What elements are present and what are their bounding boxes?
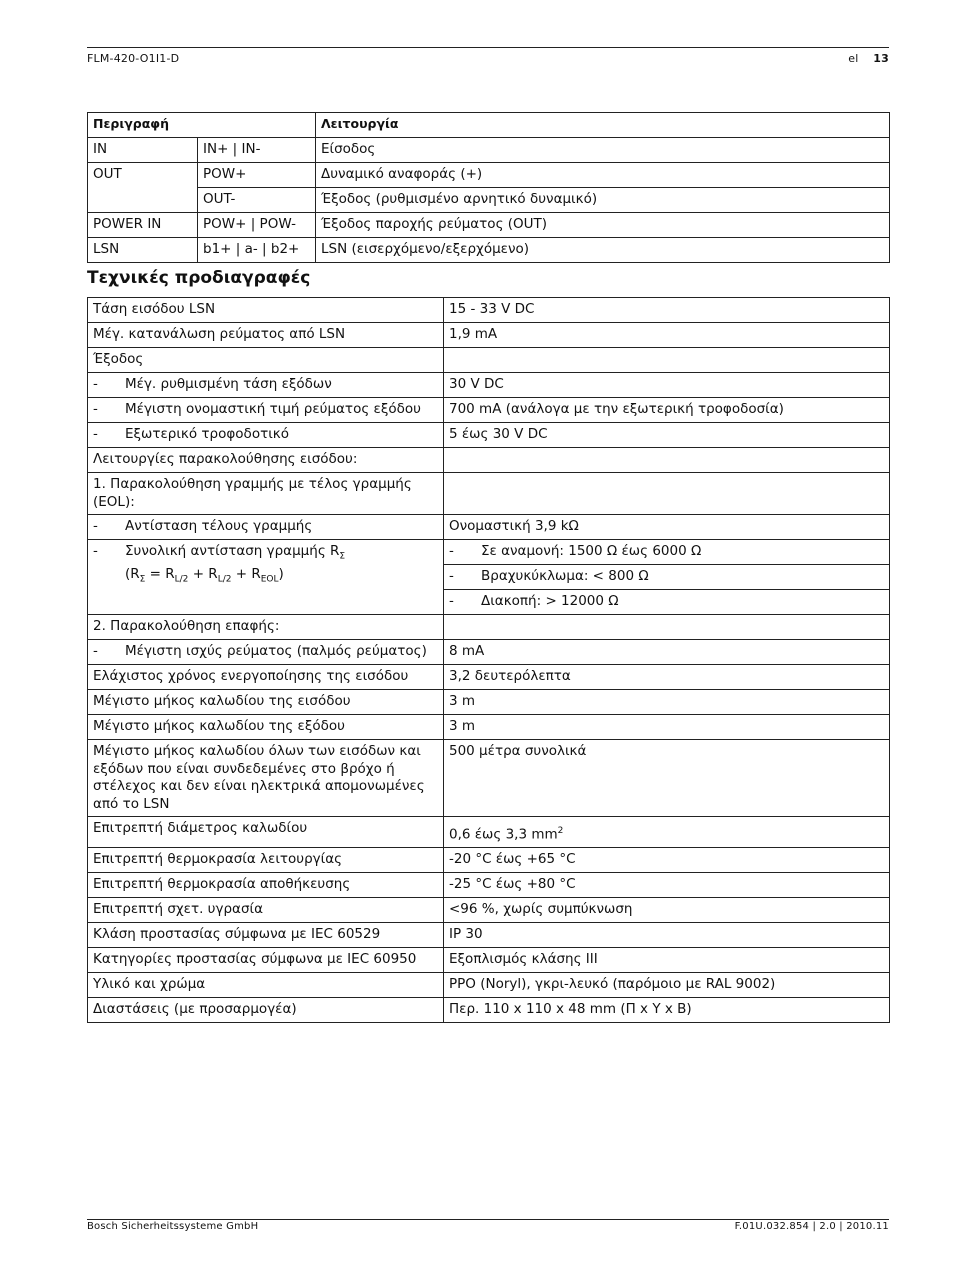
spec-value <box>444 565 889 590</box>
spec-value: 5 έως 30 V DC <box>444 423 890 448</box>
spec-row <box>88 540 890 615</box>
cell-terminal: IN <box>88 138 198 163</box>
spec-label: Λειτουργίες παρακολούθησης εισόδου: <box>88 448 444 473</box>
bullet-dash: - <box>93 543 98 559</box>
cell-function: LSN (εισερχόμενο/εξερχόμενο) <box>316 238 890 263</box>
table-row <box>88 188 890 213</box>
connections-table <box>87 112 890 263</box>
spec-value: IP 30 <box>444 923 890 948</box>
spec-value <box>444 348 890 373</box>
spec-row <box>88 873 890 898</box>
spec-row <box>88 817 890 848</box>
formula-text: + R <box>231 566 261 583</box>
cell-pins: b1+ | a- | b2+ <box>198 238 316 263</box>
spec-value: 3 m <box>444 715 890 740</box>
spec-label: Τάση εισόδου LSN <box>88 298 444 323</box>
spec-label <box>88 373 444 398</box>
subscript: EOL <box>260 574 279 585</box>
section-title: Τεχνικές προδιαγραφές <box>87 268 311 288</box>
spec-row <box>88 515 890 540</box>
line-resistance-formula <box>93 566 438 589</box>
bullet-dash: - <box>449 543 454 559</box>
list-item <box>444 565 889 590</box>
spec-value <box>444 473 890 515</box>
specs-table <box>87 297 890 1023</box>
bullet-dash: - <box>93 643 98 659</box>
spec-row <box>88 323 890 348</box>
footer-doc-ref: F.01U.032.854 | 2.0 | 2010.11 <box>734 1221 889 1232</box>
spec-label: Έξοδος <box>88 348 444 373</box>
spec-label-text: Μέγ. ρυθμισμένη τάση εξόδων <box>125 376 332 392</box>
spec-label-text: Μέγιστη ισχύς ρεύματος (παλμός ρεύματος) <box>125 643 427 659</box>
spec-value: <96 %, χωρίς συμπύκνωση <box>444 898 890 923</box>
footer-rule <box>87 1219 889 1220</box>
subscript: L/2 <box>174 574 189 585</box>
table-header-row <box>88 113 890 138</box>
table-row <box>88 213 890 238</box>
page-number: 13 <box>873 52 889 65</box>
cell-pins: POW+ <box>198 163 316 188</box>
spec-row <box>88 715 890 740</box>
spec-label-text: Μέγιστη ονομαστική τιμή ρεύματος εξόδου <box>125 401 421 417</box>
table-row <box>88 138 890 163</box>
formula-text: (R <box>125 566 140 583</box>
spec-label <box>88 540 444 615</box>
spec-row <box>88 423 890 448</box>
spec-value: 700 mA (ανάλογα με την εξωτερική τροφοδοσία) <box>444 398 890 423</box>
spec-row <box>88 923 890 948</box>
spec-row <box>88 948 890 973</box>
header-rule <box>87 47 889 48</box>
cell-function: Είσοδος <box>316 138 890 163</box>
spec-row <box>88 848 890 873</box>
formula-text: + R <box>188 566 218 583</box>
header-function: Λειτουργία <box>316 113 890 138</box>
resistance-values <box>444 540 889 614</box>
spec-value: 15 - 33 V DC <box>444 298 890 323</box>
spec-row <box>88 448 890 473</box>
spec-label-text: Συνολική αντίσταση γραμμής R <box>125 543 340 559</box>
doc-id: FLM-420-O1I1-D <box>87 52 180 65</box>
spec-row <box>88 998 890 1023</box>
bullet-dash: - <box>449 568 454 584</box>
spec-label: Κατηγορίες προστασίας σύμφωνα με IEC 60950 <box>88 948 444 973</box>
spec-row <box>88 615 890 640</box>
spec-label: Μέγιστο μήκος καλωδίου όλων των εισόδων και εξόδων που είναι συνδεδεμένες στο βρόχο ή στέλεχος και δεν είναι ηλεκτρικά απομονωμένες από το LSN <box>88 740 444 817</box>
spec-label: 1. Παρακολούθηση γραμμής με τέλος γραμμής (EOL): <box>88 473 444 515</box>
spec-label <box>88 515 444 540</box>
cell-function: Δυναμικό αναφοράς (+) <box>316 163 890 188</box>
spec-row <box>88 690 890 715</box>
cell-terminal: POWER IN <box>88 213 198 238</box>
superscript: 2 <box>557 826 564 836</box>
spec-row <box>88 398 890 423</box>
lang-code: el <box>848 52 859 65</box>
spec-value: Εξοπλισμός κλάσης III <box>444 948 890 973</box>
subscript: Σ <box>139 574 146 585</box>
footer-company: Bosch Sicherheitssysteme GmbH <box>87 1221 259 1232</box>
spec-value: PPO (Noryl), γκρι-λευκό (παρόμοιο με RAL 9002) <box>444 973 890 998</box>
spec-row <box>88 740 890 817</box>
bullet-dash: - <box>93 376 98 392</box>
spec-value: -20 °C έως +65 °C <box>444 848 890 873</box>
cell-terminal: LSN <box>88 238 198 263</box>
bullet-dash: - <box>93 426 98 442</box>
cell-pins: OUT- <box>198 188 316 213</box>
spec-row <box>88 973 890 998</box>
spec-row <box>88 640 890 665</box>
spec-value <box>444 817 890 848</box>
header-description: Περιγραφή <box>88 113 316 138</box>
spec-row <box>88 298 890 323</box>
spec-label <box>88 398 444 423</box>
spec-label: Μέγιστο μήκος καλωδίου της εξόδου <box>88 715 444 740</box>
subscript: Σ <box>339 551 346 562</box>
spec-label: Κλάση προστασίας σύμφωνα με IEC 60529 <box>88 923 444 948</box>
spec-label: Ελάχιστος χρόνος ενεργοποίησης της εισόδου <box>88 665 444 690</box>
spec-label <box>88 423 444 448</box>
spec-label: 2. Παρακολούθηση επαφής: <box>88 615 444 640</box>
cell-pins: POW+ | POW- <box>198 213 316 238</box>
cell-pins: IN+ | IN- <box>198 138 316 163</box>
table-row <box>88 163 890 188</box>
spec-value-text: Σε αναμονή: 1500 Ω έως 6000 Ω <box>481 543 702 559</box>
formula-text: ) <box>278 566 284 583</box>
spec-label-text: Εξωτερικό τροφοδοτικό <box>125 426 289 442</box>
spec-value: Ονομαστική 3,9 kΩ <box>444 515 890 540</box>
spec-label: Επιτρεπτή θερμοκρασία αποθήκευσης <box>88 873 444 898</box>
bullet-dash: - <box>449 593 454 609</box>
cell-function: Έξοδος (ρυθμισμένο αρνητικό δυναμικό) <box>316 188 890 213</box>
spec-label: Μέγ. κατανάλωση ρεύματος από LSN <box>88 323 444 348</box>
spec-label: Επιτρεπτή θερμοκρασία λειτουργίας <box>88 848 444 873</box>
page-lang-and-number <box>848 52 889 65</box>
spec-value: 500 μέτρα συνολικά <box>444 740 890 817</box>
spec-value <box>444 448 890 473</box>
spec-value-list <box>444 540 890 615</box>
spec-value: -25 °C έως +80 °C <box>444 873 890 898</box>
spec-row <box>88 665 890 690</box>
spec-value: 1,9 mA <box>444 323 890 348</box>
spec-label: Επιτρεπτή σχετ. υγρασία <box>88 898 444 923</box>
cell-terminal: OUT <box>88 163 198 213</box>
spec-value: 30 V DC <box>444 373 890 398</box>
spec-value-text: 0,6 έως 3,3 mm <box>449 826 558 843</box>
subscript: L/2 <box>217 574 232 585</box>
formula-text: = R <box>145 566 175 583</box>
spec-value: 3 m <box>444 690 890 715</box>
spec-value <box>444 540 889 565</box>
spec-value <box>444 615 890 640</box>
spec-value: 3,2 δευτερόλεπτα <box>444 665 890 690</box>
spec-label: Μέγιστο μήκος καλωδίου της εισόδου <box>88 690 444 715</box>
spec-label <box>88 640 444 665</box>
spec-value: 8 mA <box>444 640 890 665</box>
spec-label: Υλικό και χρώμα <box>88 973 444 998</box>
list-item <box>444 590 889 615</box>
bullet-dash: - <box>93 518 98 534</box>
bullet-dash: - <box>93 401 98 417</box>
spec-label: Διαστάσεις (με προσαρμογέα) <box>88 998 444 1023</box>
spec-value-text: Διακοπή: > 12000 Ω <box>481 593 619 609</box>
spec-row <box>88 348 890 373</box>
spec-label-text: Αντίσταση τέλους γραμμής <box>125 518 313 534</box>
spec-row <box>88 473 890 515</box>
cell-function: Έξοδος παροχής ρεύματος (OUT) <box>316 213 890 238</box>
spec-value-text: Βραχυκύκλωμα: < 800 Ω <box>481 568 649 584</box>
spec-row <box>88 898 890 923</box>
spec-value: Περ. 110 x 110 x 48 mm (Π x Y x B) <box>444 998 890 1023</box>
table-row <box>88 238 890 263</box>
spec-row <box>88 373 890 398</box>
list-item <box>444 540 889 565</box>
spec-value <box>444 590 889 615</box>
line-resistance-label <box>93 543 438 566</box>
spec-label: Επιτρεπτή διάμετρος καλωδίου <box>88 817 444 848</box>
